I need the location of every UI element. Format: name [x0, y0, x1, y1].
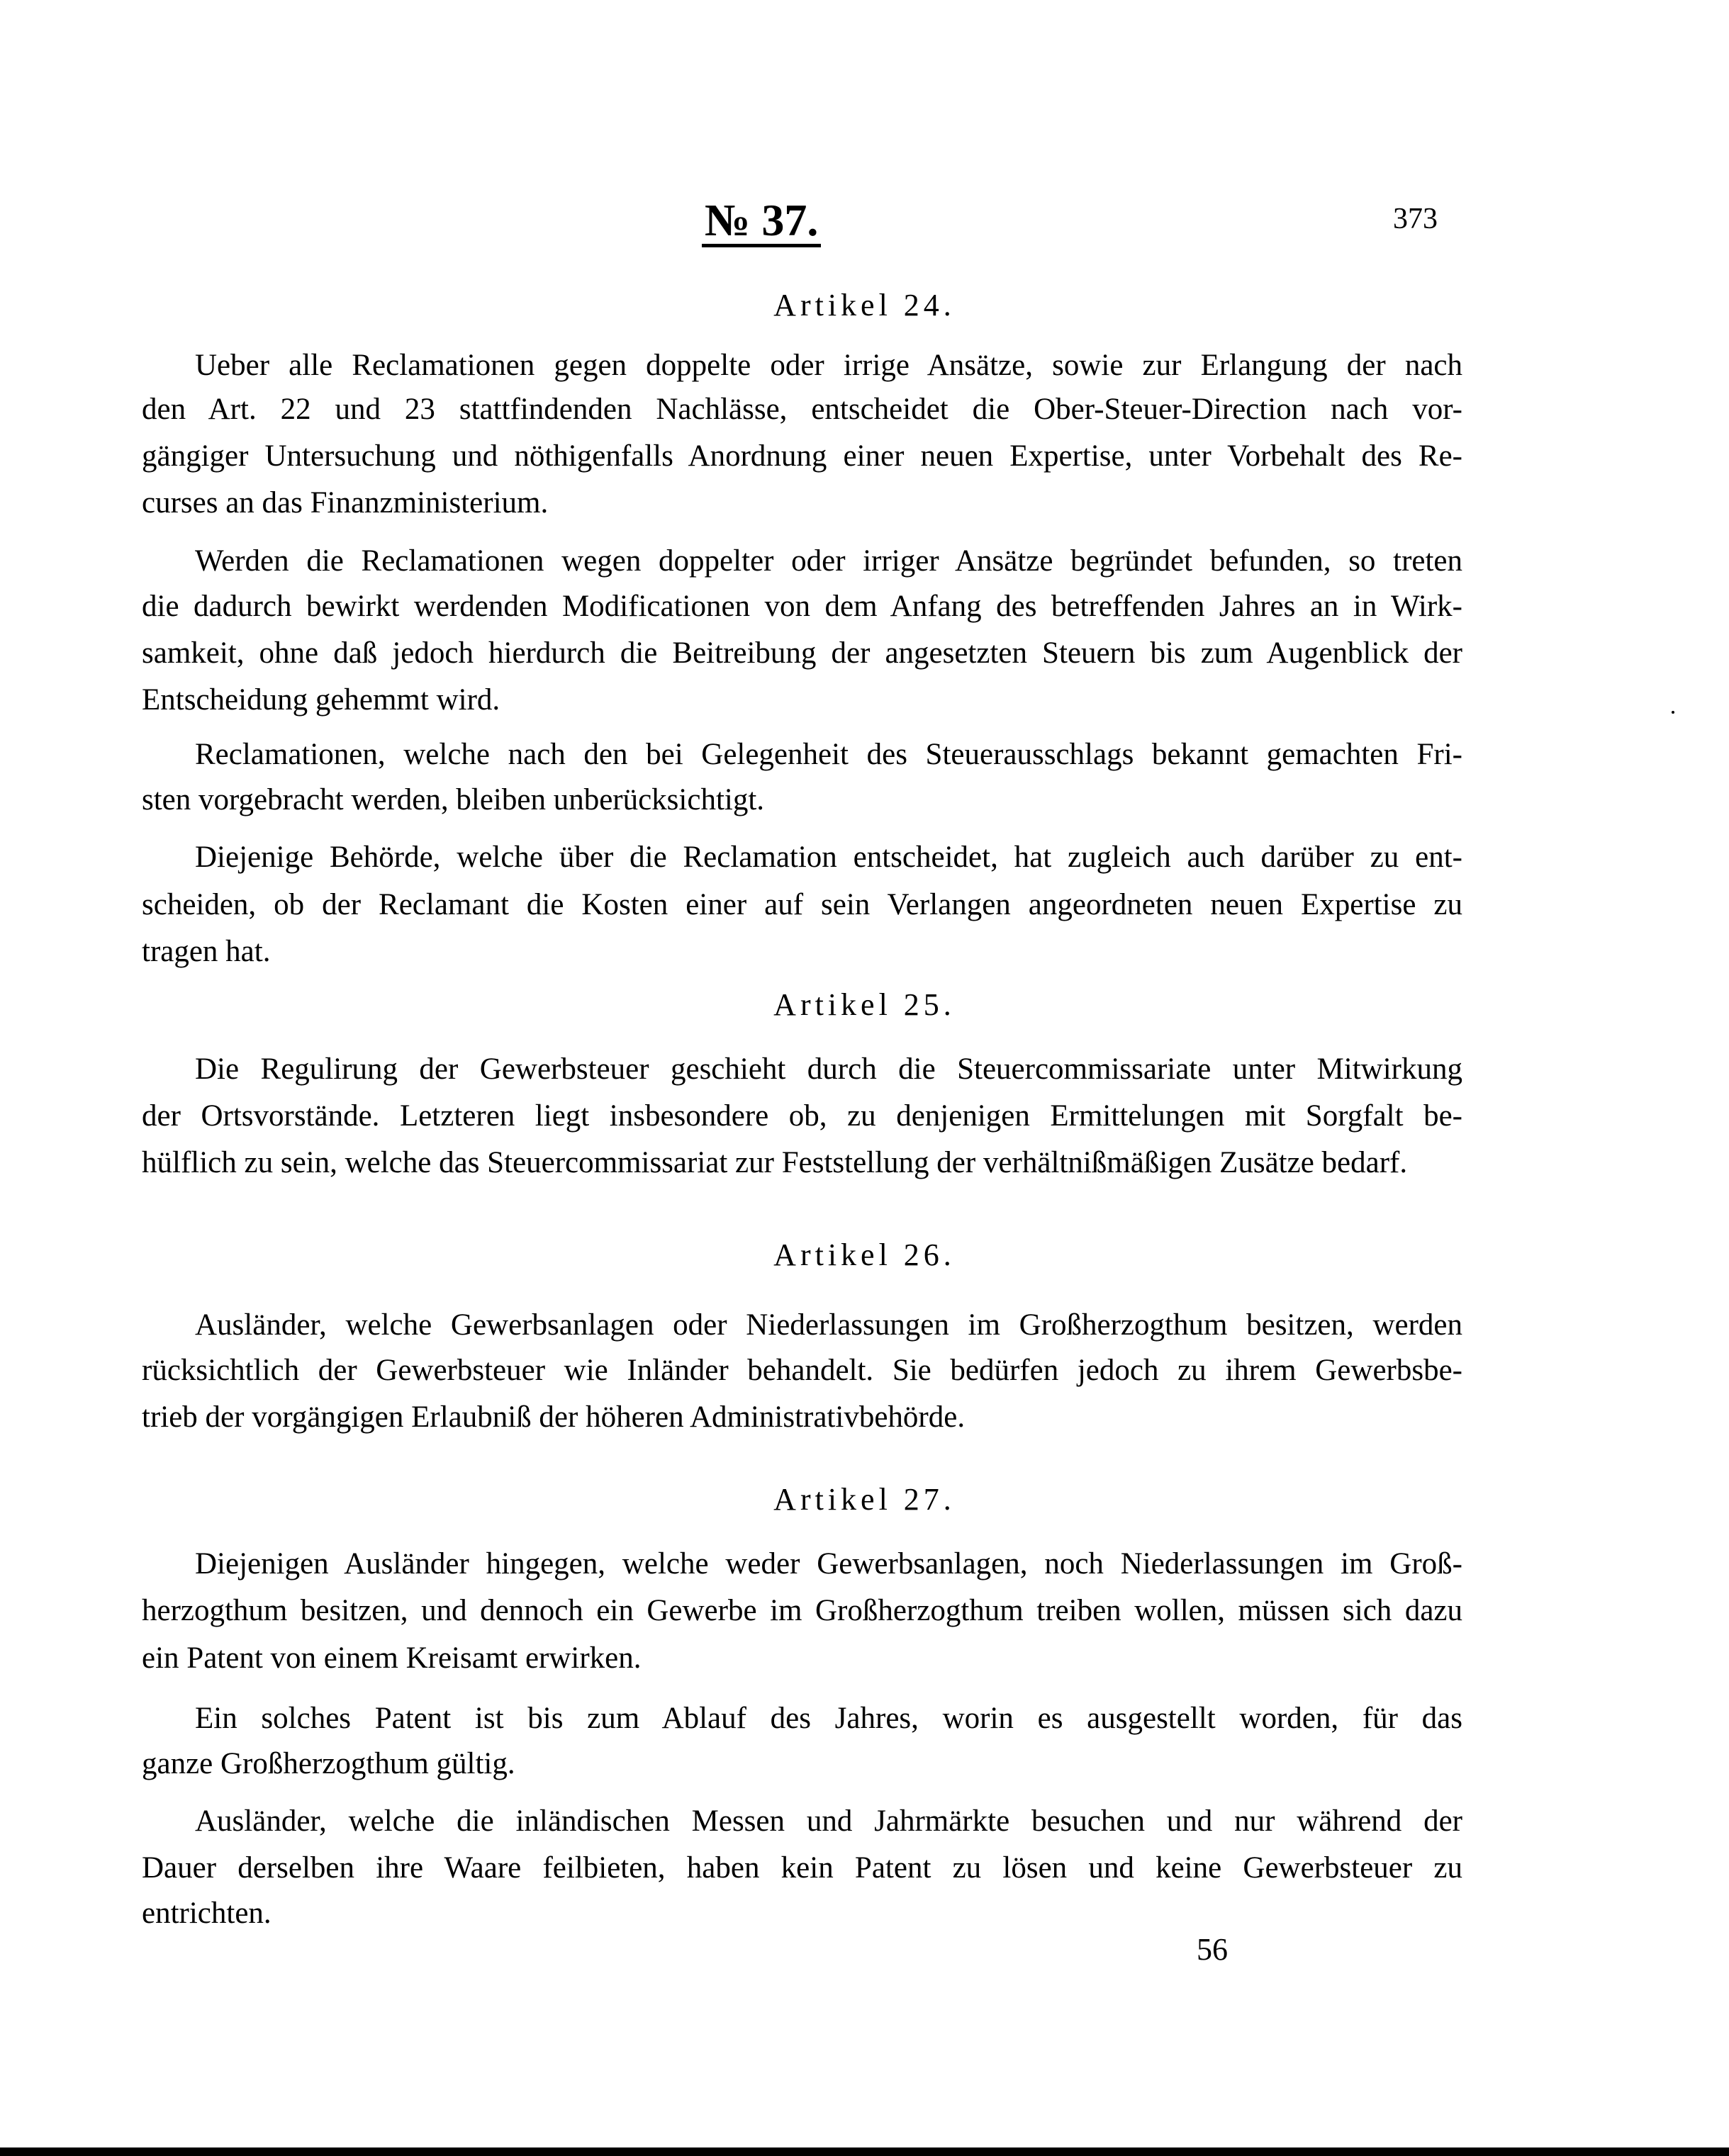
text-line: die dadurch bewirkt werdenden Modificationen von dem Anfang des betreffenden Jahres an in Wirk-: [142, 590, 1462, 623]
text-line: Diejenige Behörde, welche über die Reclamation entscheidet, hat zugleich auch darüber zu ent-: [195, 841, 1462, 874]
signature-mark: 56: [1197, 1932, 1228, 1967]
text-line: trieb der vorgängigen Erlaubniß der höheren Administrativbehörde.: [142, 1400, 966, 1434]
text-line: Entscheidung gehemmt wird.: [142, 683, 500, 717]
text-line: Reclamationen, welche nach den bei Gelegenheit des Steuerausschlags bekannt gemachten Fri-: [195, 738, 1462, 771]
text-line: Diejenigen Ausländer hingegen, welche weder Gewerbsanlagen, noch Niederlassungen im Groß-: [195, 1547, 1462, 1580]
page-number: 373: [1393, 203, 1438, 235]
text-line: tragen hat.: [142, 935, 271, 968]
text-line: scheiden, ob der Reclamant die Kosten einer auf sein Verlangen angeordneten neuen Expertise zu: [142, 888, 1462, 921]
text-line: ein Patent von einem Kreisamt erwirken.: [142, 1641, 642, 1675]
text-line: rücksichtlich der Gewerbsteuer wie Inländer behandelt. Sie bedürfen jedoch zu ihrem Gewerbsbe-: [142, 1354, 1462, 1387]
article-heading: Artikel 26.: [773, 1237, 956, 1272]
text-line: Ausländer, welche Gewerbsanlagen oder Niederlassungen im Großherzogthum besitzen, werden: [195, 1308, 1462, 1342]
article-heading: Artikel 25.: [773, 987, 956, 1022]
text-line: der Ortsvorstände. Letzteren liegt insbesondere ob, zu denjenigen Ermittelungen mit Sorgfalt be-: [142, 1099, 1462, 1133]
text-line: herzogthum besitzen, und dennoch ein Gewerbe im Großherzogthum treiben wollen, müssen sich dazu: [142, 1594, 1462, 1627]
text-line: sten vorgebracht werden, bleiben unberücksichtigt.: [142, 783, 765, 816]
text-line: Die Regulirung der Gewerbsteuer geschieht durch die Steuercommissariate unter Mitwirkung: [195, 1052, 1462, 1086]
issue-number: № 37.: [702, 197, 821, 247]
text-line: gängiger Untersuchung und nöthigenfalls Anordnung einer neuen Expertise, unter Vorbehalt des Re-: [142, 439, 1462, 473]
scan-border: [0, 2147, 1729, 2156]
scan-speck: [1672, 711, 1674, 714]
text-line: curses an das Finanzministerium.: [142, 486, 549, 520]
text-line: Ausländer, welche die inländischen Messen und Jahrmärkte besuchen und nur während der: [195, 1804, 1462, 1838]
text-line: Ein solches Patent ist bis zum Ablauf des Jahres, worin es ausgestellt worden, für das: [195, 1702, 1462, 1735]
article-heading: Artikel 27.: [773, 1482, 956, 1517]
text-line: ganze Großherzogthum gültig.: [142, 1747, 515, 1780]
text-line: samkeit, ohne daß jedoch hierdurch die Beitreibung der angesetzten Steuern bis zum Augenblick der: [142, 636, 1462, 670]
article-heading: Artikel 24.: [773, 288, 956, 322]
text-line: den Art. 22 und 23 stattfindenden Nachlässe, entscheidet die Ober-Steuer-Direction nach vor-: [142, 393, 1462, 426]
text-line: Werden die Reclamationen wegen doppelter oder irriger Ansätze begründet befunden, so treten: [195, 544, 1462, 578]
text-line: entrichten.: [142, 1897, 272, 1930]
text-line: Ueber alle Reclamationen gegen doppelte oder irrige Ansätze, sowie zur Erlangung der nach: [195, 349, 1462, 382]
text-line: hülflich zu sein, welche das Steuercommissariat zur Feststellung der verhältnißmäßigen Zusätze bedarf.: [142, 1146, 1408, 1179]
text-line: Dauer derselben ihre Waare feilbieten, haben kein Patent zu lösen und keine Gewerbsteuer zu: [142, 1851, 1462, 1885]
